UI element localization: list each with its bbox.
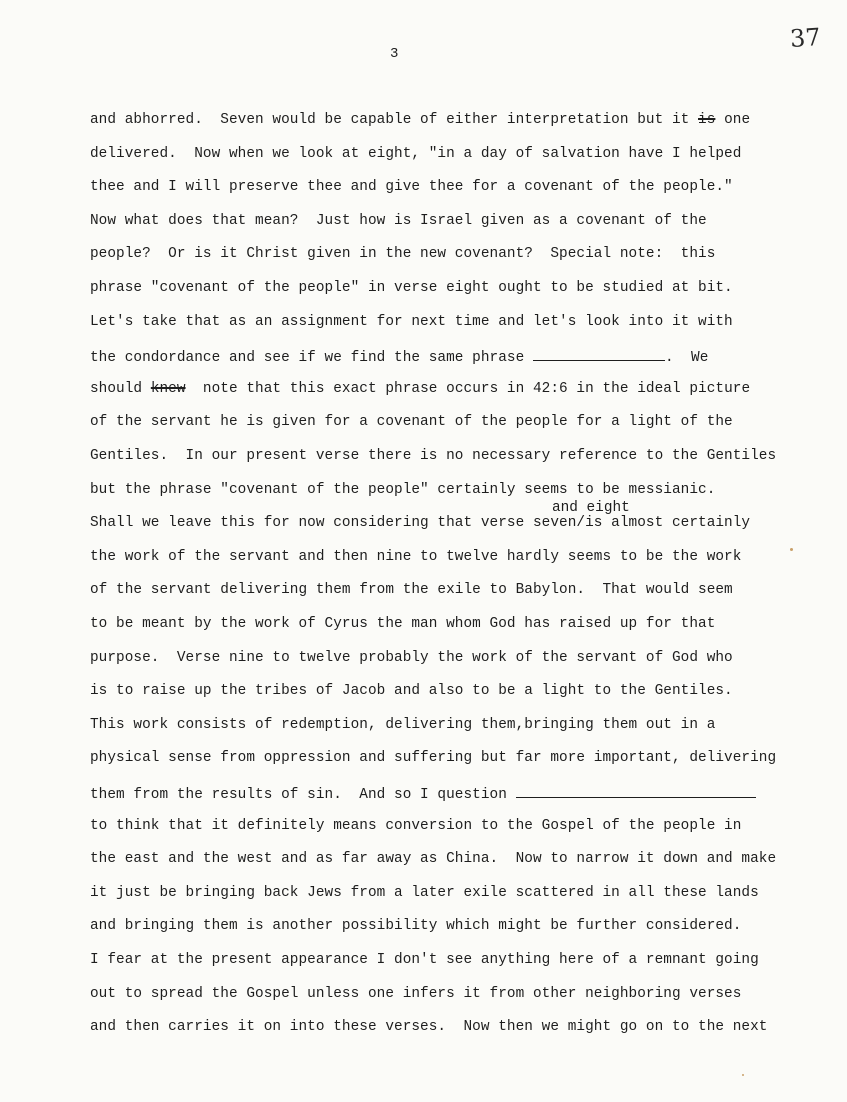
text-line <box>90 987 741 1001</box>
text-line <box>90 852 776 866</box>
text-line <box>90 718 715 732</box>
fill-in-blank <box>533 348 665 361</box>
text-line <box>90 651 733 665</box>
text-line <box>90 382 750 396</box>
struck-out-word: is <box>698 112 716 128</box>
text-line <box>90 315 733 329</box>
line-text: of the servant delivering them from the exile to Babylon. That would seem <box>90 582 733 599</box>
line-text: phrase "covenant of the people" in verse eight ought to be studied at bit. <box>90 280 733 296</box>
line-text: of the servant he is given for a covenant of the people for a light of the <box>90 414 733 431</box>
line-text: it just be bringing back Jews from a later exile scattered in all these lands <box>90 884 759 901</box>
handwritten-folio-number: 37 <box>789 22 822 54</box>
text-line <box>90 550 741 564</box>
line-text: and abhorred. Seven would be capable of either interpretation but it <box>90 112 699 128</box>
text-line <box>90 348 708 365</box>
text-line <box>90 449 776 463</box>
interlinear-insertion: and eight <box>552 500 630 516</box>
text-line <box>90 147 741 161</box>
page-number: 3 <box>390 46 399 62</box>
line-text-continued: note that this exact phrase occurs in 42:6 in the ideal picture <box>185 380 751 397</box>
line-text: Let's take that as an assignment for next time and let's look into it with <box>90 313 733 330</box>
text-line <box>90 684 733 698</box>
line-text: physical sense from oppression and suffering but far more important, delivering <box>90 750 777 767</box>
line-text: out to spread the Gospel unless one infers it from other neighboring verses <box>90 985 742 1002</box>
text-line <box>90 785 756 802</box>
text-line <box>90 516 750 530</box>
paper-speck <box>742 1074 744 1076</box>
line-text: people? Or is it Christ given in the new covenant? Special note: this <box>90 246 716 263</box>
text-line <box>90 751 776 765</box>
text-line <box>90 819 741 833</box>
fill-in-blank <box>516 785 756 798</box>
line-text: the condordance and see if we find the same phrase <box>90 350 533 367</box>
line-text: is to raise up the tribes of Jacob and also to be a light to the Gentiles. <box>90 683 733 700</box>
line-text: should <box>90 380 151 397</box>
line-text-continued: one <box>715 112 751 128</box>
line-text: This work consists of redemption, delivering them,bringing them out in a <box>90 716 716 733</box>
text-line <box>90 247 715 261</box>
line-text: purpose. Verse nine to twelve probably the work of the servant of God who <box>90 649 733 666</box>
text-line <box>90 617 715 631</box>
text-line <box>90 953 759 967</box>
line-text: to be meant by the work of Cyrus the man whom God has raised up for that <box>90 616 716 632</box>
line-text: delivered. Now when we look at eight, "in a day of salvation have I helped <box>90 145 742 162</box>
text-line <box>90 886 759 900</box>
line-text: and bringing them is another possibility which might be further considered. <box>90 918 742 935</box>
line-text: I fear at the present appearance I don't see anything here of a remnant going <box>90 952 759 968</box>
text-line <box>90 281 733 295</box>
line-text: the work of the servant and then nine to twelve hardly seems to be the work <box>90 548 742 565</box>
text-line <box>90 483 715 497</box>
text-line <box>90 919 741 933</box>
text-line <box>90 1020 768 1034</box>
line-text: the east and the west and as far away as China. Now to narrow it down and make <box>90 851 777 868</box>
line-text: and then carries it on into these verses. Now then we might go on to the next <box>90 1019 768 1036</box>
line-text: Shall we leave this for now considering that verse seven/is almost certainly <box>90 515 751 532</box>
text-line <box>90 214 707 228</box>
line-text: Now what does that mean? Just how is Israel given as a covenant of the <box>90 212 707 229</box>
line-text: but the phrase "covenant of the people" certainly seems to be messianic. <box>90 481 716 498</box>
line-text: them from the results of sin. And so I question <box>90 787 516 803</box>
text-line <box>90 180 733 194</box>
paper-speck <box>790 548 793 551</box>
line-text: Gentiles. In our present verse there is no necessary reference to the Gentiles <box>90 448 777 464</box>
struck-out-word: knew <box>150 380 186 397</box>
text-line <box>90 113 750 127</box>
text-line <box>90 415 733 429</box>
text-line <box>90 583 733 597</box>
line-text-continued: . We <box>664 350 709 367</box>
line-text: thee and I will preserve thee and give thee for a covenant of the people." <box>90 179 733 196</box>
line-text: to think that it definitely means conversion to the Gospel of the people in <box>90 817 742 834</box>
